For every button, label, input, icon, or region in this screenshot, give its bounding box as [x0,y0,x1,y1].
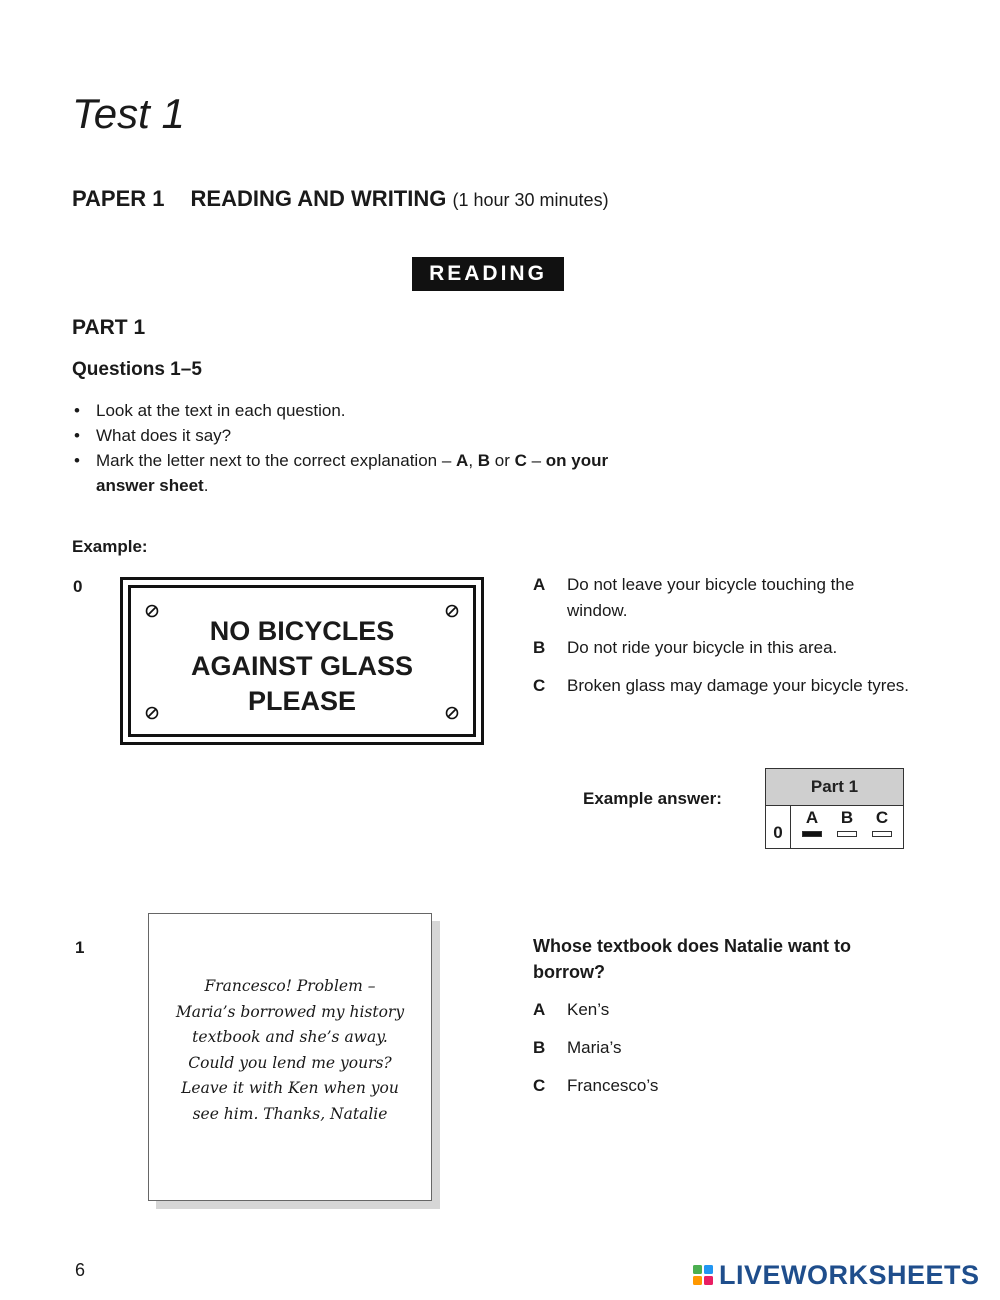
answer-choice-a [800,808,824,837]
answer-mark-empty [837,831,857,837]
option-c[interactable] [533,1073,913,1099]
reading-badge: READING [412,257,564,291]
answer-letter: A [805,808,819,827]
period: . [203,476,209,495]
instruction-item [72,448,752,498]
question1-options [533,997,913,1107]
brand-name: LIVEWORKSHEETS [719,1259,980,1290]
option-b[interactable] [533,1035,913,1061]
part-title: PART 1 [72,316,146,339]
paper-number: PAPER 1 [72,186,165,211]
note-line: see him. Thanks, Natalie [192,1104,388,1123]
test-title: Test 1 [72,90,185,137]
answer-row-number: 0 [766,806,791,848]
on-your: on your [545,451,609,470]
instruction-text: What does it say? [96,426,232,445]
note-text [159,974,421,1127]
instruction-text: Look at the text in each question. [96,401,346,420]
instruction-item [72,398,752,423]
option-letter: A [533,575,546,594]
letter-a: A [456,451,469,470]
sign-line: NO BICYCLES [209,616,395,646]
question-text: Whose textbook does Natalie want to borrow? [533,936,852,982]
option-text: Maria’s [567,1038,622,1057]
example-answer-sheet [765,768,904,849]
sign-inner-border [128,585,476,737]
answer-row [766,806,903,848]
note-line: Leave it with Ken when you [181,1079,399,1097]
answer-sheet-header: Part 1 [766,769,903,806]
answer-mark-empty [872,831,892,837]
letter-b: B [477,451,491,470]
instruction-text: Mark the letter next to the correct explanation – [96,451,457,470]
example-answer-label: Example answer: [583,789,722,808]
instruction-item [72,423,752,448]
example-label: Example: [72,537,148,556]
sign [120,577,484,745]
option-text: Francesco’s [567,1076,659,1095]
option-text: Do not ride your bicycle in this area. [567,638,838,657]
note-line: textbook and she’s away. [192,1028,388,1046]
option-letter: B [533,1038,546,1057]
note-line: Francesco! Problem – [204,977,376,995]
option-text: Ken’s [567,1000,610,1019]
option-letter: C [533,1076,546,1095]
instructions-list [72,398,752,498]
duration: (1 hour 30 minutes) [452,190,609,210]
answer-letter: C [875,808,889,827]
brand-logo [692,1260,980,1290]
answer-mark-filled [802,831,822,837]
sign-line: PLEASE [247,686,357,716]
option-letter: B [533,638,546,657]
example-question-number: 0 [73,577,83,596]
separator: or [490,451,515,470]
question-number: 1 [75,938,85,957]
separator: – [526,451,546,470]
handwritten-note [148,913,432,1201]
section-title: READING AND WRITING [190,186,447,211]
option-b [533,635,913,661]
answer-choice-b [835,808,859,837]
option-text: Broken glass may damage your bicycle tyres. [567,676,910,695]
example-options [533,572,913,732]
option-a[interactable] [533,997,913,1023]
worksheet-grid-icon [692,1264,714,1286]
note-line: Maria’s borrowed my history [175,1002,405,1021]
page-number: 6 [75,1260,86,1280]
option-text: Do not leave your bicycle touching the window. [567,575,855,620]
option-letter: A [533,1000,546,1019]
answer-choice-c [870,808,894,837]
letter-c: C [514,451,527,470]
sign-line: AGAINST GLASS [190,651,413,681]
option-a [533,572,913,624]
note-line: Could you lend me yours? [188,1053,392,1072]
option-letter: C [533,676,546,695]
sign-text [131,614,473,719]
separator: , [468,451,478,470]
option-c [533,673,913,699]
answer-letter: B [840,808,854,827]
paper-heading [72,186,609,212]
answer-sheet-text: answer sheet [96,476,204,495]
questions-range: Questions 1–5 [72,359,202,380]
